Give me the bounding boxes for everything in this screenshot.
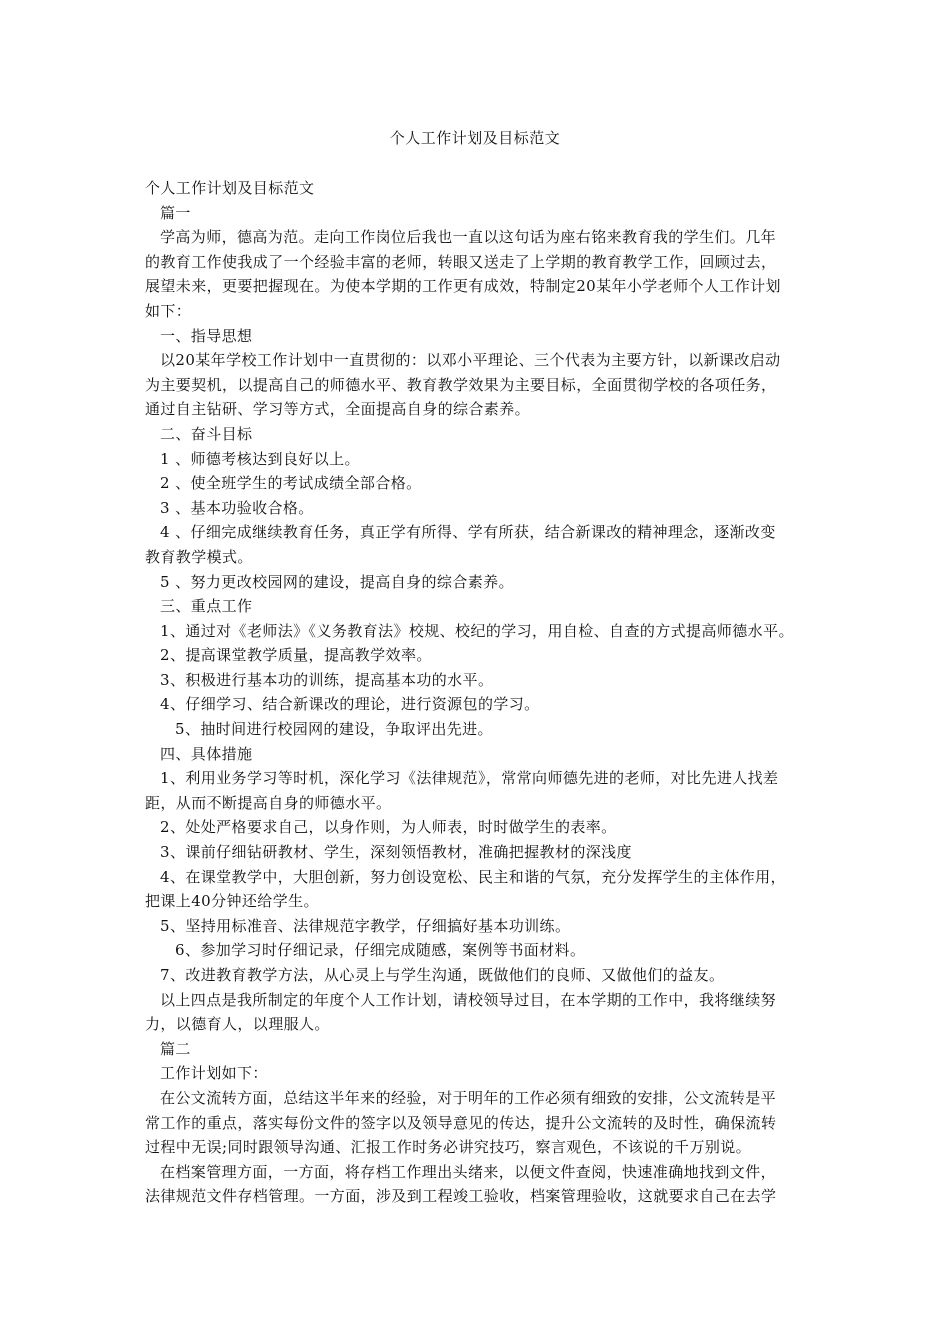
paragraph-line: 个人工作计划及目标范文 bbox=[145, 179, 315, 197]
paragraph-line: 1、利用业务学习等时机，深化学习《法律规范》，常常向师德先进的老师，对比先进人找差 bbox=[160, 769, 779, 788]
paragraph-line: 5、坚持用标准音、法律规范字教学，仔细搞好基本功训练。 bbox=[160, 916, 571, 935]
paragraph-line: 篇二 bbox=[160, 1039, 191, 1058]
paragraph-line: 3、课前仔细钻研教材、学生，深刻领悟教材，准确把握教材的深浅度 bbox=[160, 843, 632, 862]
paragraph-line: 距，从而不断提高自身的师德水平。 bbox=[145, 793, 392, 812]
paragraph-line: 5、抽时间进行校园网的建设，争取评出先进。 bbox=[175, 720, 493, 739]
paragraph-line: 2、提高课堂教学质量，提高教学效率。 bbox=[160, 646, 432, 665]
paragraph-line: 7、改进教育教学方法，从心灵上与学生沟通，既做他们的良师、又做他们的益友。 bbox=[160, 966, 725, 984]
paragraph-line: 1 、师德考核达到良好以上。 bbox=[160, 449, 360, 468]
paragraph-line: 的教育工作使我成了一个经验丰富的老师，转眼又送走了上学期的教育教学工作，回顾过去， bbox=[145, 252, 777, 271]
paragraph-line: 5 、努力更改校园网的建设，提高自身的综合素养。 bbox=[160, 572, 514, 591]
paragraph-line: 如下： bbox=[145, 301, 192, 320]
paragraph-line: 4、在课堂教学中，大胆创新，努力创设宽松、民主和谐的气氛，充分发挥学生的主体作用， bbox=[160, 867, 786, 886]
paragraph-line: 4 、仔细完成继续教育任务，真正学有所得、学有所获，结合新课改的精神理念，逐渐改变 bbox=[160, 523, 776, 542]
paragraph-line: 以20某年学校工作计划中一直贯彻的：以邓小平理论、三个代表为主要方针，以新课改启动 bbox=[160, 351, 781, 370]
paragraph-line: 过程中无误;同时跟领导沟通、汇报工作时务必讲究技巧，察言观色，不该说的千万别说。 bbox=[145, 1138, 752, 1157]
paragraph-line: 1、通过对《老师法》《义务教育法》校规、校纪的学习，用自检、自查的方式提高师德水平。 bbox=[160, 621, 794, 640]
paragraph-line: 通过自主钻研、学习等方式，全面提高自身的综合素养。 bbox=[145, 400, 531, 419]
paragraph-line: 四、具体措施 bbox=[160, 744, 253, 763]
paragraph-line: 展望未来，更要把握现在。为使本学期的工作更有成效，特制定20某年小学老师个人工作计划 bbox=[145, 277, 781, 296]
paragraph-line: 力，以德育人，以理服人。 bbox=[145, 1015, 330, 1034]
paragraph-line: 学高为师，德高为范。走向工作岗位后我也一直以这句话为座右铭来教育我的学生们。几年 bbox=[160, 228, 777, 247]
paragraph-line: 在档案管理方面，一方面，将存档工作理出头绪来，以便文件查阅，快速准确地找到文件， bbox=[160, 1162, 777, 1181]
paragraph-line: 为主要契机，以提高自己的师德水平、教育教学效果为主要目标，全面贯彻学校的各项任务， bbox=[145, 375, 777, 394]
document-title: 个人工作计划及目标范文 bbox=[389, 129, 561, 147]
paragraph-line: 工作计划如下： bbox=[160, 1064, 268, 1083]
paragraph-line: 在公文流转方面，总结这半年来的经验，对于明年的工作必须有细致的安排，公文流转是平 bbox=[160, 1088, 777, 1107]
paragraph-line: 2 、使全班学生的考试成绩全部合格。 bbox=[160, 474, 422, 493]
paragraph-line: 3、积极进行基本功的训练，提高基本功的水平。 bbox=[160, 670, 494, 689]
document-body bbox=[145, 176, 825, 1209]
paragraph-line: 4、仔细学习、结合新课改的理论，进行资源包的学习。 bbox=[160, 695, 540, 714]
paragraph-line: 6、参加学习时仔细记录，仔细完成随感，案例等书面材料。 bbox=[175, 941, 586, 960]
paragraph-line: 3 、基本功验收合格。 bbox=[160, 498, 314, 517]
paragraph-line: 二、奋斗目标 bbox=[160, 424, 253, 443]
paragraph-line: 2、处处严格要求自己，以身作则，为人师表，时时做学生的表率。 bbox=[160, 818, 617, 837]
paragraph-line: 以上四点是我所制定的年度个人工作计划，请校领导过目，在本学期的工作中，我将继续努 bbox=[160, 990, 777, 1009]
paragraph-line: 一、指导思想 bbox=[160, 326, 253, 345]
paragraph-line: 教育教学模式。 bbox=[145, 547, 253, 566]
paragraph-line: 三、重点工作 bbox=[160, 597, 253, 616]
paragraph-line: 把课上40分钟还给学生。 bbox=[145, 892, 319, 911]
paragraph-line: 常工作的重点，落实每份文件的签字以及领导意见的传达，提升公文流转的及时性，确保流转 bbox=[145, 1113, 777, 1132]
paragraph-line: 法律规范文件存档管理。一方面，涉及到工程竣工验收，档案管理验收，这就要求自己在去学 bbox=[145, 1187, 777, 1206]
paragraph-line: 篇一 bbox=[160, 203, 191, 222]
